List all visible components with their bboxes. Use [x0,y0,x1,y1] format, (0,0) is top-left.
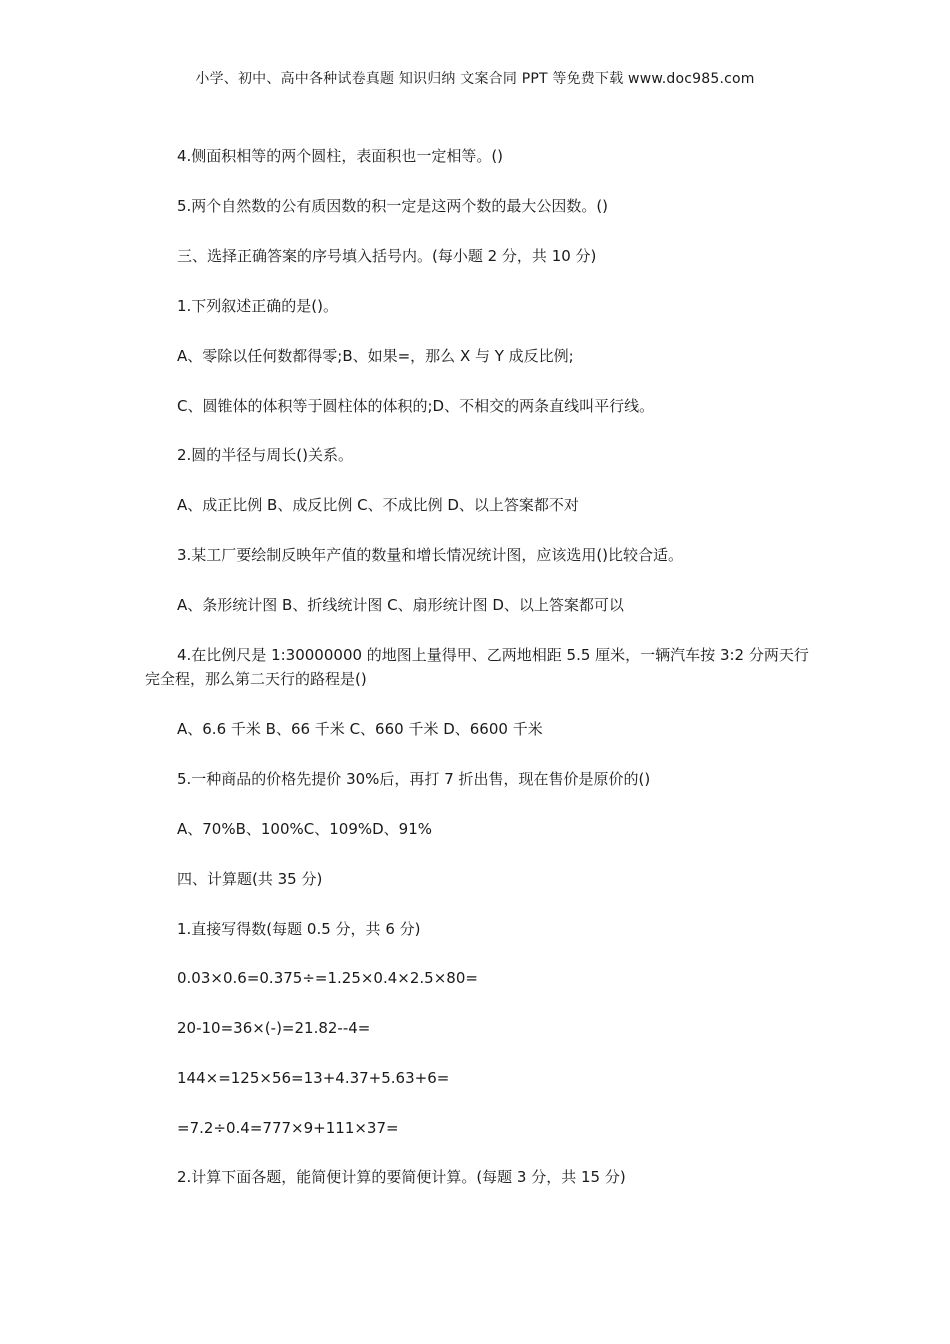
calc-row-3: 144×=125×56=13+4.37+5.63+6= [177,1069,450,1087]
calc-row-2: 20-10=36×(-)=21.82--4= [177,1019,371,1037]
choice-question-3: 3.某工厂要绘制反映年产值的数量和增长情况统计图，应该选用()比较合适。 [177,546,684,564]
choice-question-2-options: A、成正比例 B、成反比例 C、不成比例 D、以上答案都不对 [177,496,579,514]
page-header: 小学、初中、高中各种试卷真题 知识归纳 文案合同 PPT 等免费下载 www.doc985.com [195,71,755,87]
true-false-item-5: 5.两个自然数的公有质因数的积一定是这两个数的最大公因数。() [177,197,609,215]
choice-question-2: 2.圆的半径与周长()关系。 [177,446,354,464]
calc-part-1-heading: 1.直接写得数(每题 0.5 分，共 6 分) [177,920,421,938]
calc-row-1: 0.03×0.6=0.375÷=1.25×0.4×2.5×80= [177,969,478,987]
choice-question-5-options: A、70%B、100%C、109%D、91% [177,820,433,838]
section-four-heading: 四、计算题(共 35 分) [177,870,323,888]
choice-question-3-options: A、条形统计图 B、折线统计图 C、扇形统计图 D、以上答案都可以 [177,596,624,614]
choice-question-4-options: A、6.6 千米 B、66 千米 C、660 千米 D、6600 千米 [177,720,543,738]
section-three-heading: 三、选择正确答案的序号填入括号内。(每小题 2 分，共 10 分) [177,247,597,265]
choice-question-4: 4.在比例尺是 1:30000000 的地图上量得甲、乙两地相距 5.5 厘米，一辆汽车按 3:2 分两天行完全程，那么第二天行的路程是() [145,646,809,688]
calc-row-4: =7.2÷0.4=777×9+111×37= [177,1119,399,1137]
choice-question-1-options-ab: A、零除以任何数都得零;B、如果=，那么 X 与 Y 成反比例; [177,347,574,365]
choice-question-1: 1.下列叙述正确的是()。 [177,297,339,315]
calc-part-2-heading: 2.计算下面各题，能简便计算的要简便计算。(每题 3 分，共 15 分) [177,1168,626,1186]
true-false-item-4: 4.侧面积相等的两个圆柱，表面积也一定相等。() [177,147,504,165]
choice-question-1-options-cd: C、圆锥体的体积等于圆柱体的体积的;D、不相交的两条直线叫平行线。 [177,397,655,415]
choice-question-5: 5.一种商品的价格先提价 30%后，再打 7 折出售，现在售价是原价的() [177,770,651,788]
